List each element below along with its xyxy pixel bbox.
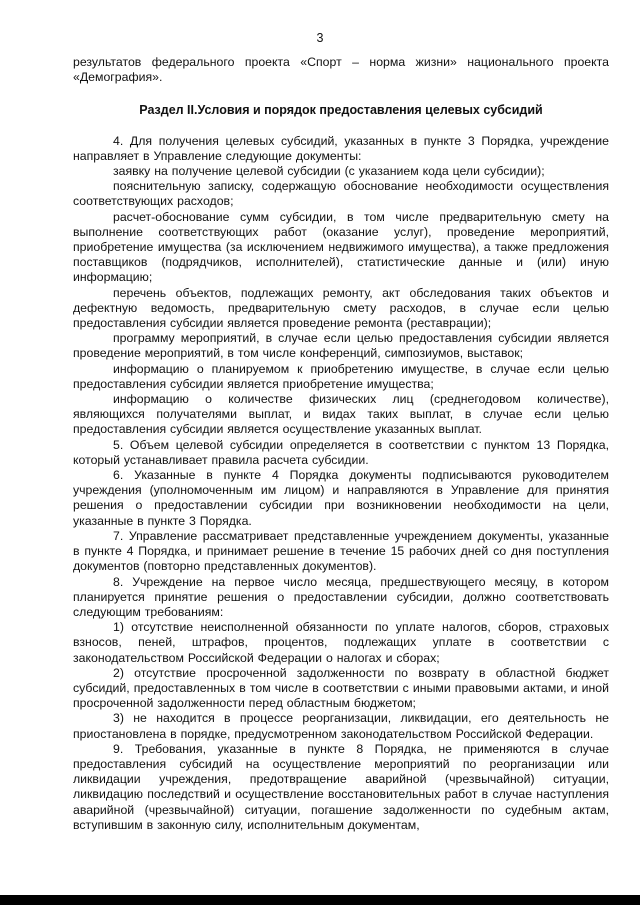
list-item-explanatory-note: пояснительную записку, содержащую обоснование необходимости осуществления соответствующих расходов; [73, 179, 609, 209]
list-item-repair-objects: перечень объектов, подлежащих ремонту, акт обследования таких объектов и дефектную ведомость, предварительную смету расходов, в случае если целью предоставления субсидии является проведение ремонта (реставрации); [73, 285, 609, 331]
list-item-application: заявку на получение целевой субсидии (с указанием кода цели субсидии); [113, 164, 545, 179]
list-item-calculation: расчет-обоснование сумм субсидии, в том числе предварительную смету на выполнение соответствующих работ (оказание услуг), проведение мероприятий, приобретение имущества (за исключением недвижимого имущества), а также предложения поставщиков (подрядчиков, исполнителей), статистические данные и (или) иную информацию; [73, 209, 609, 285]
scan-edge-bar [0, 895, 640, 905]
paragraph-8: 8. Учреждение на первое число месяца, предшествующего месяцу, в котором планируется принятие решения о предоставлении субсидии, должно соответствовать следующим требованиям: [73, 574, 609, 619]
paragraph-6: 6. Указанные в пункте 4 Порядка документы подписываются руководителем учреждения (уполномоченным им лицом) и направляются в Управление для принятия решения о предоставлении субсидии при возникновении необходимости на цели, указанные в пункте 3 Порядка. [73, 468, 609, 528]
paragraph-7: 7. Управление рассматривает представленные учреждением документы, указанные в пункте 4 Порядка, и принимает решение в течение 15 рабочих дней со дня поступления документов (повторно представленных документов). [73, 528, 609, 574]
list-item-payments-info: информацию о количестве физических лиц (среднегодовом количестве), являющихся получателями выплат, и видах таких выплат, в случае если целью предоставления субсидии является осуществление указанных выплат. [73, 392, 609, 437]
list-item-property-info: информацию о планируемом к приобретению имуществе, в случае если целью предоставления субсидии является приобретение имущества; [73, 361, 609, 391]
list-item-events-program: программу мероприятий, в случае если целью предоставления субсидии является проведение мероприятий, в том числе конференций, симпозиумов, выставок; [73, 331, 609, 361]
requirement-2: 2) отсутствие просроченной задолженности по возврату в областной бюджет субсидий, предоставленных в том числе в соответствии с иными правовыми актами, и иной просроченной задолженности перед областным бюджетом; [73, 665, 609, 711]
page-number: 3 [316, 31, 324, 45]
paragraph-9: 9. Требования, указанные в пункте 8 Порядка, не применяются в случае предоставления субсидий на осуществление мероприятий по реорганизации или ликвидации учреждения, предотвращение аварийной (чрезвычайной) ситуации, ликвидацию последствий и осуществление восстановительных работ в случае наступления аварийной (чрезвычайной) ситуации, погашение задолженности по судебным актам, вступившим в законную силу, исполнительным документам, [73, 741, 609, 832]
requirement-1: 1) отсутствие неисполненной обязанности по уплате налогов, сборов, страховых взносов, пеней, штрафов, процентов, подлежащих уплате в соответствии с законодательством Российской Федерации о налогах и сборах; [73, 620, 609, 665]
paragraph-4: 4. Для получения целевых субсидий, указанных в пункте 3 Порядка, учреждение направляет в Управление следующие документы: [73, 133, 609, 163]
section-title: Раздел II.Условия и порядок предоставления целевых субсидий [139, 103, 543, 118]
intro-paragraph: результатов федерального проекта «Спорт – норма жизни» национального проекта «Демография». [73, 55, 609, 85]
page-content [73, 55, 609, 833]
paragraph-5: 5. Объем целевой субсидии определяется в соответствии с пунктом 13 Порядка, который устанавливает правила расчета субсидии. [73, 437, 609, 467]
requirement-3: 3) не находится в процессе реорганизации, ликвидации, его деятельность не приостановлена в порядке, предусмотренном законодательством Российской Федерации. [73, 711, 609, 741]
